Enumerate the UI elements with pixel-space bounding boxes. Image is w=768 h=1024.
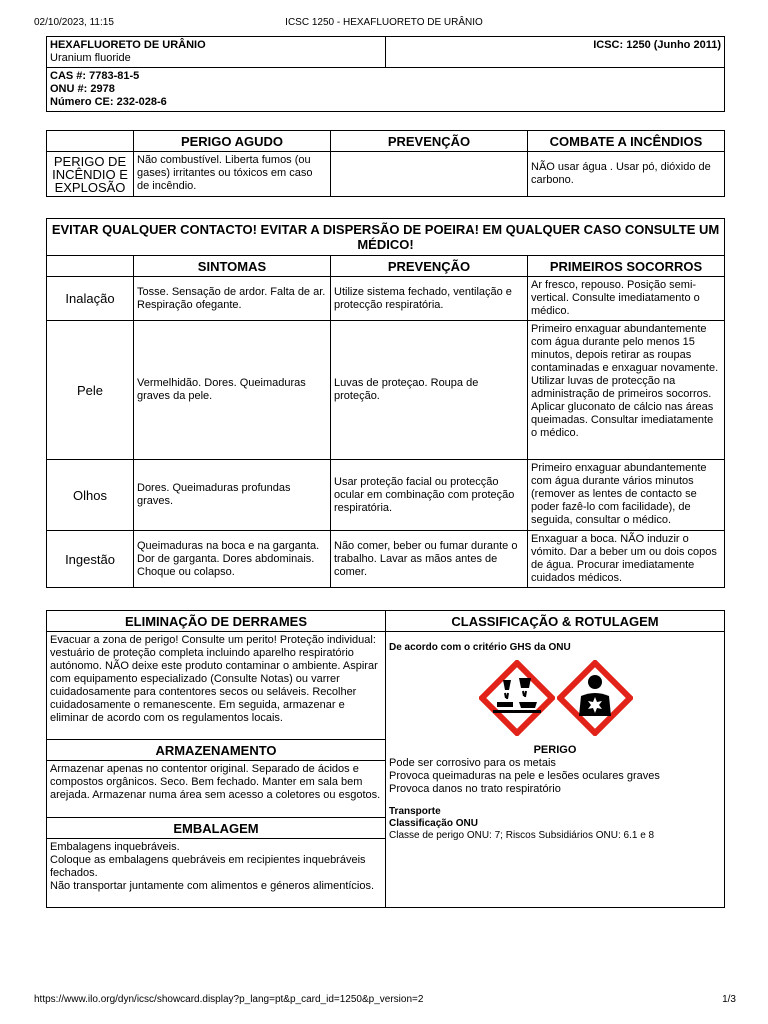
health-hazard-icon xyxy=(557,660,633,736)
skin-first-aid: Primeiro enxaguar abundantemente com água durante pelo menos 15 minutos, depois retirar as roupas contaminadas e enxaguar novamente. Utilizar luvas de protecção na administração de primeiros socorros. Aplicar gluconato de cálcio nas áreas queimadas. Consultar imediatamente o médico. xyxy=(528,321,725,460)
ghs-pictograms xyxy=(389,660,721,744)
substance-alt-name: Uranium fluoride xyxy=(50,52,131,64)
fire-acute-text: Não combustível. Liberta fumos (ou gases) irritantes ou tóxicos em caso de incêndio. xyxy=(134,152,331,197)
header-classification: CLASSIFICAÇÃO & ROTULAGEM xyxy=(386,611,725,632)
storage-text: Armazenar apenas no contentor original. Separado de ácidos e compostos orgânicos. Seco. Bem fechado. Manter em sala bem arejada. Armazenar numa área sem acesso a coletores ou esgotos. xyxy=(47,761,386,818)
skin-prevention: Luvas de proteçao. Roupa de proteção. xyxy=(331,321,528,460)
icsc-number: ICSC: 1250 (Junho 2011) xyxy=(386,37,725,68)
header-symptoms: SINTOMAS xyxy=(134,256,331,277)
identity-table xyxy=(46,36,725,112)
fire-prevention-text xyxy=(331,152,528,197)
hazard-statement: Provoca danos no trato respiratório xyxy=(389,783,561,795)
eyes-first-aid: Primeiro enxaguar abundantemente com água durante vários minutos (remover as lentes de contacto se poder fazê-lo com facilidade), de seguida, consultar o médico. xyxy=(528,460,725,531)
print-url: https://www.ilo.org/dyn/icsc/showcard.display?p_lang=pt&p_card_id=1250&p_version=2 xyxy=(34,994,424,1005)
ingestion-first-aid: Enxaguar a boca. NÃO induzir o vómito. Dar a beber um ou dois copos de água. Procurar imediatamente cuidados médicos. xyxy=(528,531,725,588)
un-class-label: Classificação ONU xyxy=(389,818,478,829)
route-ingestion: Ingestão xyxy=(47,531,134,588)
hazard-statement: Pode ser corrosivo para os metais xyxy=(389,757,556,769)
route-inhalation: Inalação xyxy=(47,277,134,321)
ingestion-symptoms: Queimaduras na boca e na garganta. Dor de garganta. Dores abdominais. Choque ou colapso. xyxy=(134,531,331,588)
page-number: 1/3 xyxy=(722,994,736,1005)
ce-number: Número CE: 232-028-6 xyxy=(50,96,167,108)
onu-number: ONU #: 2978 xyxy=(50,83,115,95)
header-firefighting: COMBATE A INCÊNDIOS xyxy=(528,131,725,152)
identity-numbers xyxy=(47,68,725,112)
identity-name-cell xyxy=(47,37,386,68)
fire-hazard-table xyxy=(46,130,725,197)
lower-table xyxy=(46,610,725,908)
inhalation-symptoms: Tosse. Sensação de ardor. Falta de ar. Respiração ofegante. xyxy=(134,277,331,321)
corrosion-icon xyxy=(479,660,555,736)
table-row xyxy=(47,531,725,588)
fire-hazard-corner xyxy=(47,131,134,152)
packaging-line: Não transportar juntamente com alimentos e géneros alimentícios. xyxy=(50,880,375,892)
ghs-note: De acordo com o critério GHS da ONU xyxy=(389,642,571,653)
fire-row-label: PERIGO DE INCÊNDIO E EXPLOSÃO xyxy=(47,152,134,197)
eyes-symptoms: Dores. Queimaduras profundas graves. xyxy=(134,460,331,531)
header-spillage: ELIMINAÇÃO DE DERRAMES xyxy=(47,611,386,632)
header-exposure-prevention: PREVENÇÃO xyxy=(331,256,528,277)
header-acute: PERIGO AGUDO xyxy=(134,131,331,152)
substance-name: HEXAFLUORETO DE URÂNIO xyxy=(50,39,206,51)
print-datetime: 02/10/2023, 11:15 xyxy=(34,17,114,28)
header-storage: ARMAZENAMENTO xyxy=(47,740,386,761)
packaging-line: Coloque as embalagens quebráveis em recipientes inquebráveis fechados. xyxy=(50,854,366,879)
table-row xyxy=(47,321,725,460)
ingestion-prevention: Não comer, beber ou fumar durante o trabalho. Lavar as mãos antes de comer. xyxy=(331,531,528,588)
transport-label: Transporte xyxy=(389,806,441,817)
cas-number: CAS #: 7783-81-5 xyxy=(50,70,140,82)
inhalation-prevention: Utilize sistema fechado, ventilação e protecção respiratória. xyxy=(331,277,528,321)
skin-symptoms: Vermelhidão. Dores. Queimaduras graves da pele. xyxy=(134,321,331,460)
exposure-table xyxy=(46,218,725,588)
route-eyes: Olhos xyxy=(47,460,134,531)
classification-cell xyxy=(386,632,725,908)
header-packaging: EMBALAGEM xyxy=(47,818,386,839)
exposure-banner: EVITAR QUALQUER CONTACTO! EVITAR A DISPERSÃO DE POEIRA! EM QUALQUER CASO CONSULTE UM MÉDICO! xyxy=(47,219,725,256)
print-doc-title: ICSC 1250 - HEXAFLUORETO DE URÂNIO xyxy=(285,17,483,28)
table-row xyxy=(47,277,725,321)
eyes-prevention: Usar proteção facial ou protecção ocular em combinação com proteção respiratória. xyxy=(331,460,528,531)
header-fire-prevention: PREVENÇÃO xyxy=(331,131,528,152)
inhalation-first-aid: Ar fresco, repouso. Posição semi-vertical. Consulte imediatamento o médico. xyxy=(528,277,725,321)
un-class-text: Classe de perigo ONU: 7; Riscos Subsidiários ONU: 6.1 e 8 xyxy=(389,830,655,841)
packaging-text xyxy=(47,839,386,908)
spillage-text: Evacuar a zona de perigo! Consulte um perito! Proteção individual: vestuário de proteção completa incluindo aparelho respiratório autónomo. NÃO deixe este produto contaminar o ambiente. Aspirar com equipamento especializado (Consulte Notas) ou varrer cuidadosamente para contentores secos ou seláveis. Recolher cuidadosamente o remanescente. Em seguida, armazenar e eliminar de acordo com os regulamentos locais. xyxy=(47,632,386,740)
header-first-aid: PRIMEIROS SOCORROS xyxy=(528,256,725,277)
hazard-statement: Provoca queimaduras na pele e lesões oculares graves xyxy=(389,770,660,782)
table-row xyxy=(47,460,725,531)
exposure-corner xyxy=(47,256,134,277)
firefighting-text: NÃO usar água . Usar pó, dióxido de carbono. xyxy=(528,152,725,197)
route-skin: Pele xyxy=(47,321,134,460)
signal-word: PERIGO xyxy=(533,744,577,756)
packaging-line: Embalagens inquebráveis. xyxy=(50,841,180,853)
